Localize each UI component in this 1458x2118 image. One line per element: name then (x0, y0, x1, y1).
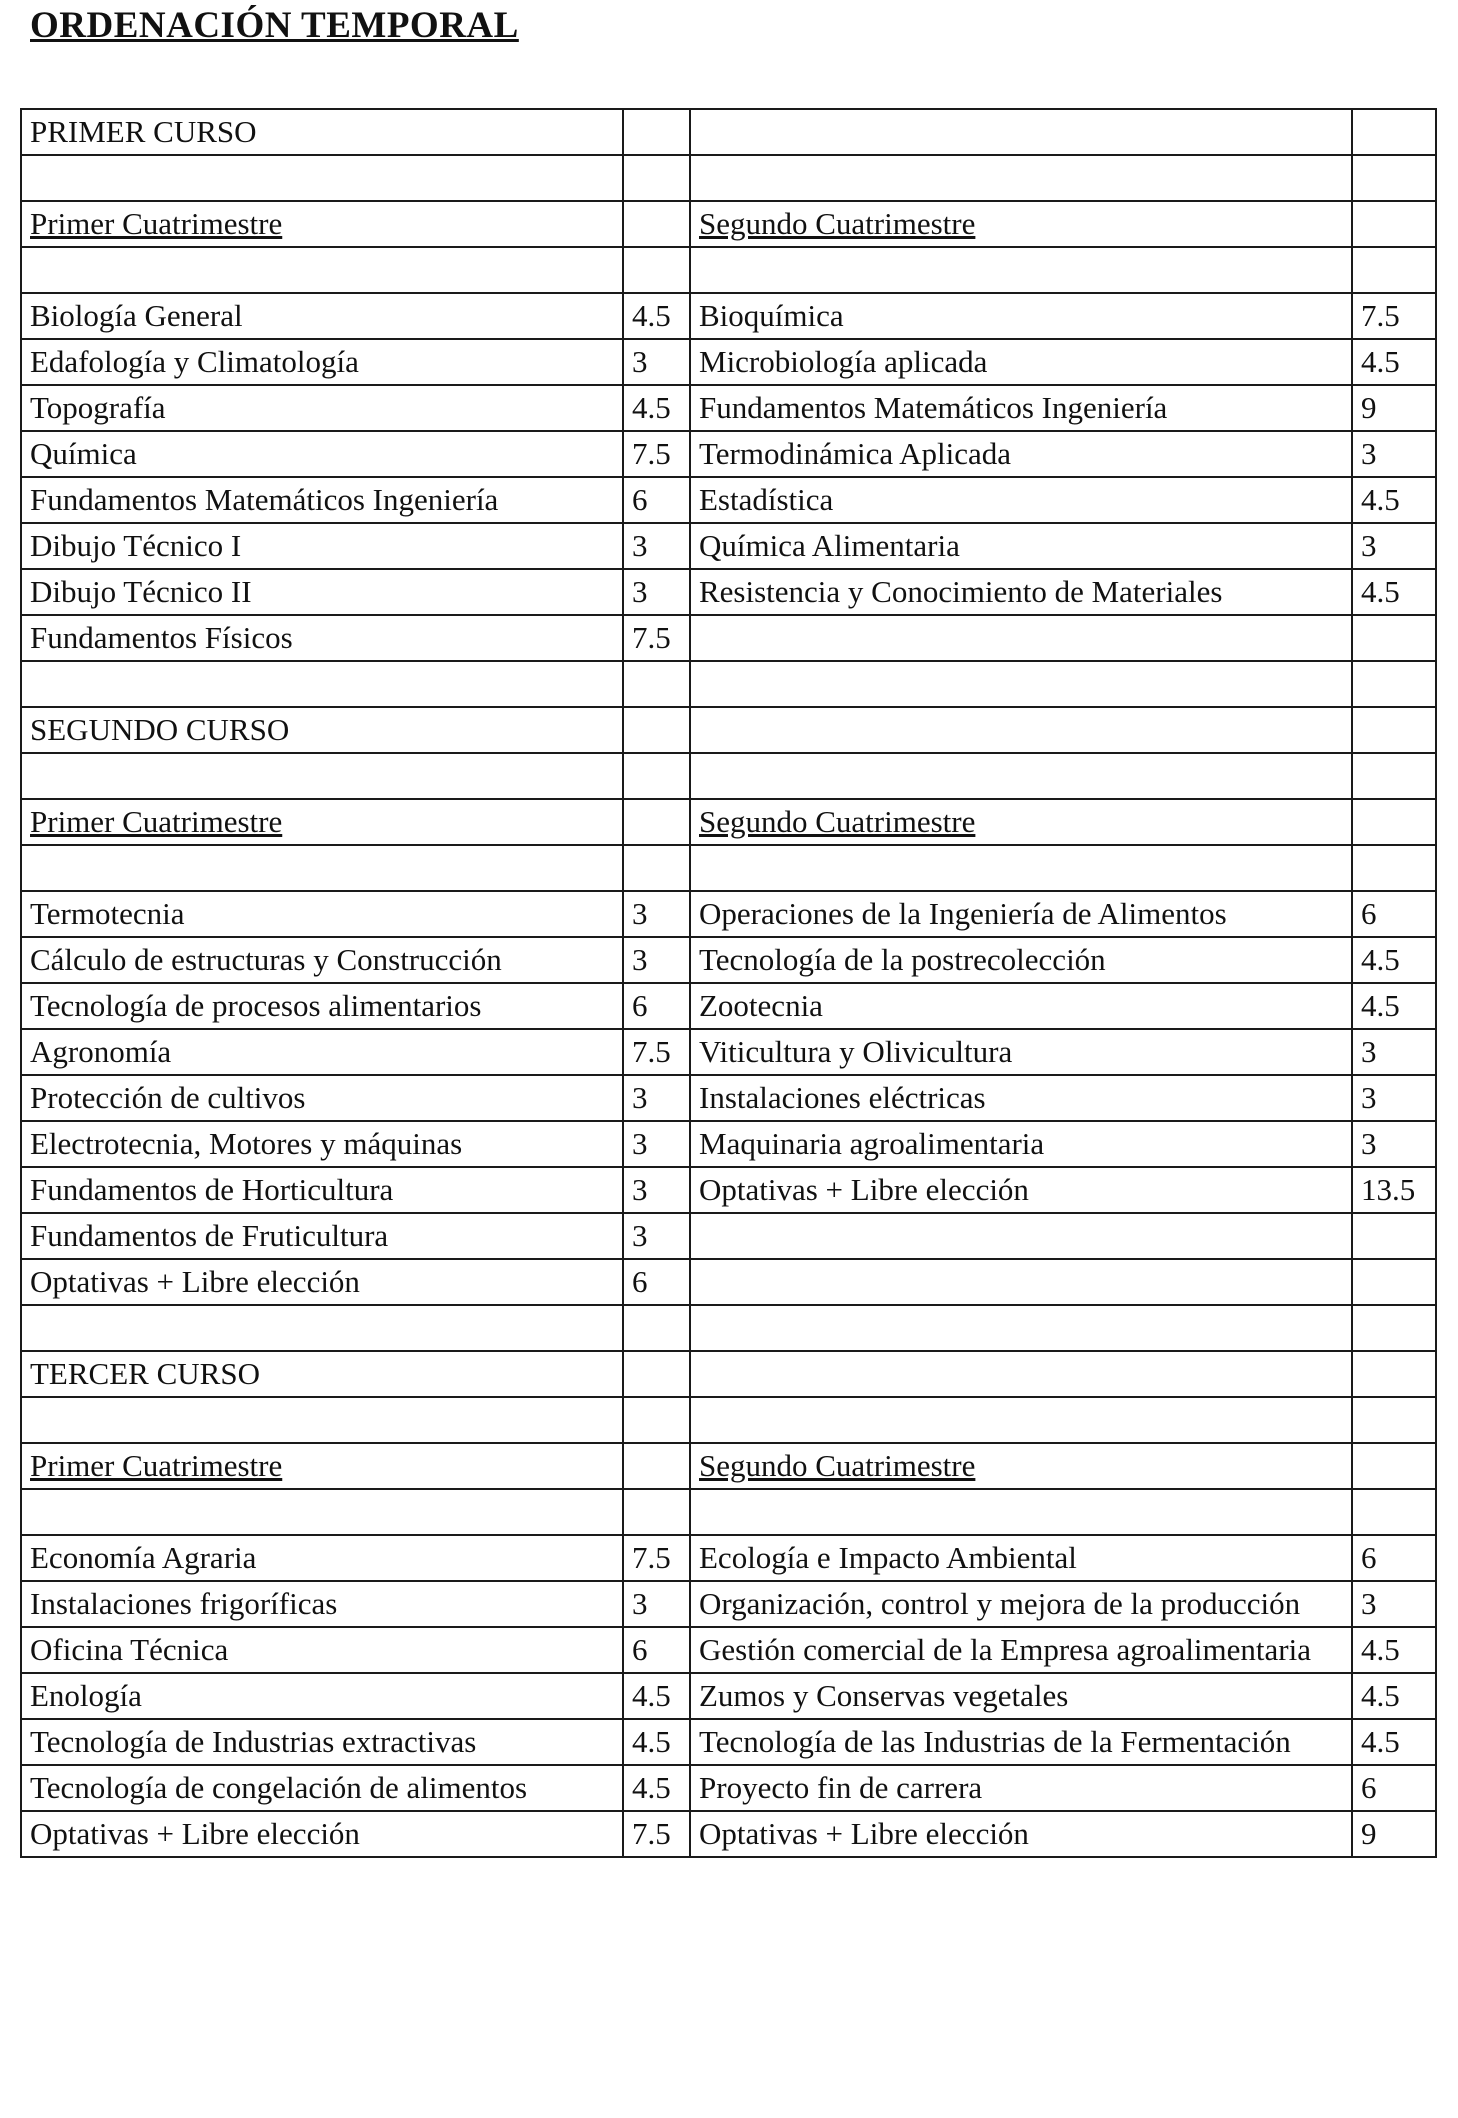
credits-second-semester-cell (1352, 1673, 1436, 1719)
credits-second-semester-cell (1352, 1259, 1436, 1305)
credits-second-semester-cell (1352, 891, 1436, 937)
subject-second-semester-cell (690, 201, 1352, 247)
credit-value: 3 (632, 1218, 648, 1253)
credits-second-semester-cell (1352, 1213, 1436, 1259)
semester-heading-row (21, 799, 1436, 845)
credits-second-semester-cell (1352, 109, 1436, 155)
credits-second-semester-cell (1352, 1443, 1436, 1489)
credits-second-semester-cell (1352, 339, 1436, 385)
credits-second-semester-cell (1352, 707, 1436, 753)
subject-name: Operaciones de la Ingeniería de Alimentos (699, 896, 1227, 931)
credit-value: 4.5 (632, 1678, 671, 1713)
semester-heading: Segundo Cuatrimestre (699, 804, 976, 839)
subject-second-semester-cell (690, 661, 1352, 707)
table-row (21, 1075, 1436, 1121)
credit-value: 3 (1361, 1126, 1377, 1161)
credits-first-semester-cell (623, 1213, 690, 1259)
credit-value: 4.5 (1361, 988, 1400, 1023)
credits-second-semester-cell (1352, 1075, 1436, 1121)
subject-second-semester-cell (690, 1213, 1352, 1259)
credits-first-semester-cell (623, 1029, 690, 1075)
credit-value: 6 (1361, 1540, 1377, 1575)
credits-second-semester-cell (1352, 1535, 1436, 1581)
semester-heading: Primer Cuatrimestre (30, 804, 283, 839)
credits-first-semester-cell (623, 845, 690, 891)
subject-first-semester-cell (21, 1535, 623, 1581)
subject-second-semester-cell (690, 983, 1352, 1029)
credit-value: 3 (1361, 1080, 1377, 1115)
credits-first-semester-cell (623, 1397, 690, 1443)
credits-first-semester-cell (623, 385, 690, 431)
subject-name: Termotecnia (30, 896, 185, 931)
course-year-row (21, 109, 1436, 155)
credits-second-semester-cell (1352, 1627, 1436, 1673)
credits-first-semester-cell (623, 753, 690, 799)
credit-value: 4.5 (1361, 574, 1400, 609)
subject-name: Tecnología de procesos alimentarios (30, 988, 482, 1023)
blank-row (21, 1397, 1436, 1443)
table-row (21, 477, 1436, 523)
semester-heading: Primer Cuatrimestre (30, 206, 283, 241)
subject-first-semester-cell (21, 707, 623, 753)
subject-second-semester-cell (690, 1397, 1352, 1443)
subject-second-semester-cell (690, 891, 1352, 937)
credits-first-semester-cell (623, 1121, 690, 1167)
credits-second-semester-cell (1352, 1489, 1436, 1535)
subject-second-semester-cell (690, 1719, 1352, 1765)
subject-first-semester-cell (21, 1719, 623, 1765)
credit-value: 4.5 (632, 298, 671, 333)
credits-second-semester-cell (1352, 1397, 1436, 1443)
subject-name: Tecnología de Industrias extractivas (30, 1724, 477, 1759)
credit-value: 7.5 (632, 620, 671, 655)
subject-name: Fundamentos Matemáticos Ingeniería (699, 390, 1168, 425)
credits-first-semester-cell (623, 707, 690, 753)
subject-name: Enología (30, 1678, 142, 1713)
table-row (21, 431, 1436, 477)
subject-name: Estadística (699, 482, 834, 517)
subject-first-semester-cell (21, 1029, 623, 1075)
credits-second-semester-cell (1352, 1765, 1436, 1811)
subject-first-semester-cell (21, 1673, 623, 1719)
subject-second-semester-cell (690, 1167, 1352, 1213)
credits-first-semester-cell (623, 523, 690, 569)
subject-first-semester-cell (21, 1121, 623, 1167)
table-row (21, 1029, 1436, 1075)
subject-name: Química (30, 436, 137, 471)
credits-first-semester-cell (623, 1719, 690, 1765)
subject-second-semester-cell (690, 1581, 1352, 1627)
subject-first-semester-cell (21, 615, 623, 661)
credit-value: 3 (632, 1172, 648, 1207)
credits-second-semester-cell (1352, 937, 1436, 983)
credits-first-semester-cell (623, 1627, 690, 1673)
credits-first-semester-cell (623, 1443, 690, 1489)
credit-value: 13.5 (1361, 1172, 1416, 1207)
table-row (21, 1811, 1436, 1857)
credits-first-semester-cell (623, 1489, 690, 1535)
subject-name: Zootecnia (699, 988, 823, 1023)
subject-name: Optativas + Libre elección (699, 1816, 1029, 1851)
table-row (21, 891, 1436, 937)
subject-first-semester-cell (21, 201, 623, 247)
subject-first-semester-cell (21, 845, 623, 891)
credit-value: 4.5 (632, 390, 671, 425)
page-title: ORDENACIÓN TEMPORAL (30, 5, 519, 46)
course-year-row (21, 707, 1436, 753)
credits-second-semester-cell (1352, 753, 1436, 799)
credits-second-semester-cell (1352, 1305, 1436, 1351)
credits-second-semester-cell (1352, 1719, 1436, 1765)
subject-name: Biología General (30, 298, 243, 333)
subject-second-semester-cell (690, 569, 1352, 615)
credit-value: 3 (632, 574, 648, 609)
credit-value: 3 (632, 344, 648, 379)
credits-first-semester-cell (623, 1075, 690, 1121)
credit-value: 7.5 (632, 1034, 671, 1069)
subject-first-semester-cell (21, 339, 623, 385)
credit-value: 6 (632, 482, 648, 517)
credits-first-semester-cell (623, 1581, 690, 1627)
subject-second-semester-cell (690, 1673, 1352, 1719)
subject-first-semester-cell (21, 1305, 623, 1351)
subject-name: Tecnología de congelación de alimentos (30, 1770, 528, 1805)
credits-first-semester-cell (623, 799, 690, 845)
subject-first-semester-cell (21, 1443, 623, 1489)
credits-second-semester-cell (1352, 845, 1436, 891)
subject-name: Economía Agraria (30, 1540, 257, 1575)
subject-name: Gestión comercial de la Empresa agroalimentaria (699, 1632, 1311, 1667)
subject-first-semester-cell (21, 569, 623, 615)
credit-value: 4.5 (1361, 1678, 1400, 1713)
credits-second-semester-cell (1352, 155, 1436, 201)
subject-first-semester-cell (21, 891, 623, 937)
course-year-row (21, 1351, 1436, 1397)
table-row (21, 1167, 1436, 1213)
credits-second-semester-cell (1352, 477, 1436, 523)
blank-row (21, 753, 1436, 799)
credit-value: 4.5 (1361, 942, 1400, 977)
credits-second-semester-cell (1352, 1811, 1436, 1857)
credit-value: 4.5 (1361, 344, 1400, 379)
subject-name: Fundamentos Matemáticos Ingeniería (30, 482, 499, 517)
table-row (21, 1719, 1436, 1765)
credits-first-semester-cell (623, 615, 690, 661)
credit-value: 6 (632, 988, 648, 1023)
blank-row (21, 1305, 1436, 1351)
credit-value: 6 (1361, 1770, 1377, 1805)
subject-second-semester-cell (690, 1305, 1352, 1351)
subject-second-semester-cell (690, 615, 1352, 661)
subject-second-semester-cell (690, 707, 1352, 753)
subject-name: Optativas + Libre elección (30, 1264, 360, 1299)
credits-first-semester-cell (623, 293, 690, 339)
subject-name: Ecología e Impacto Ambiental (699, 1540, 1077, 1575)
subject-name: Instalaciones eléctricas (699, 1080, 986, 1115)
subject-name: Bioquímica (699, 298, 844, 333)
table-row (21, 1673, 1436, 1719)
subject-second-semester-cell (690, 753, 1352, 799)
blank-row (21, 661, 1436, 707)
subject-second-semester-cell (690, 799, 1352, 845)
subject-name: Organización, control y mejora de la producción (699, 1586, 1301, 1621)
course-year-heading: PRIMER CURSO (30, 114, 257, 149)
credit-value: 7.5 (1361, 298, 1400, 333)
course-year-heading: SEGUNDO CURSO (30, 712, 290, 747)
credits-first-semester-cell (623, 569, 690, 615)
credit-value: 3 (632, 896, 648, 931)
credits-second-semester-cell (1352, 661, 1436, 707)
subject-second-semester-cell (690, 845, 1352, 891)
table-row (21, 615, 1436, 661)
semester-heading: Primer Cuatrimestre (30, 1448, 283, 1483)
subject-first-semester-cell (21, 753, 623, 799)
semester-heading: Segundo Cuatrimestre (699, 1448, 976, 1483)
credits-first-semester-cell (623, 431, 690, 477)
credits-second-semester-cell (1352, 385, 1436, 431)
subject-second-semester-cell (690, 1351, 1352, 1397)
credits-first-semester-cell (623, 661, 690, 707)
subject-second-semester-cell (690, 1535, 1352, 1581)
credits-first-semester-cell (623, 1167, 690, 1213)
subject-second-semester-cell (690, 1121, 1352, 1167)
subject-first-semester-cell (21, 247, 623, 293)
credits-first-semester-cell (623, 109, 690, 155)
subject-first-semester-cell (21, 1213, 623, 1259)
subject-first-semester-cell (21, 385, 623, 431)
subject-second-semester-cell (690, 1443, 1352, 1489)
credit-value: 4.5 (1361, 482, 1400, 517)
credit-value: 9 (1361, 1816, 1377, 1851)
subject-first-semester-cell (21, 1581, 623, 1627)
credits-second-semester-cell (1352, 1121, 1436, 1167)
credit-value: 3 (632, 1586, 648, 1621)
semester-heading-row (21, 1443, 1436, 1489)
blank-row (21, 247, 1436, 293)
credit-value: 4.5 (1361, 1724, 1400, 1759)
subject-name: Fundamentos de Fruticultura (30, 1218, 389, 1253)
subject-name: Electrotecnia, Motores y máquinas (30, 1126, 463, 1161)
subject-name: Protección de cultivos (30, 1080, 306, 1115)
table-row (21, 293, 1436, 339)
credits-first-semester-cell (623, 1535, 690, 1581)
subject-second-semester-cell (690, 109, 1352, 155)
credits-first-semester-cell (623, 247, 690, 293)
subject-name: Termodinámica Aplicada (699, 436, 1012, 471)
subject-second-semester-cell (690, 1811, 1352, 1857)
subject-name: Cálculo de estructuras y Construcción (30, 942, 502, 977)
subject-first-semester-cell (21, 523, 623, 569)
subject-first-semester-cell (21, 1167, 623, 1213)
subject-name: Resistencia y Conocimiento de Materiales (699, 574, 1223, 609)
table-row (21, 339, 1436, 385)
table-row (21, 1259, 1436, 1305)
table-row (21, 983, 1436, 1029)
credits-first-semester-cell (623, 891, 690, 937)
credits-first-semester-cell (623, 477, 690, 523)
subject-second-semester-cell (690, 1765, 1352, 1811)
subject-name: Microbiología aplicada (699, 344, 988, 379)
subject-first-semester-cell (21, 431, 623, 477)
course-schedule-body (21, 109, 1436, 1857)
credits-second-semester-cell (1352, 983, 1436, 1029)
subject-name: Zumos y Conservas vegetales (699, 1678, 1069, 1713)
credits-first-semester-cell (623, 1811, 690, 1857)
credit-value: 9 (1361, 390, 1377, 425)
subject-name: Fundamentos Físicos (30, 620, 293, 655)
subject-first-semester-cell (21, 155, 623, 201)
credit-value: 4.5 (1361, 1632, 1400, 1667)
credits-first-semester-cell (623, 1259, 690, 1305)
subject-first-semester-cell (21, 983, 623, 1029)
credit-value: 6 (1361, 896, 1377, 931)
blank-row (21, 1489, 1436, 1535)
credit-value: 3 (1361, 436, 1377, 471)
subject-first-semester-cell (21, 293, 623, 339)
credits-second-semester-cell (1352, 247, 1436, 293)
credits-second-semester-cell (1352, 431, 1436, 477)
subject-first-semester-cell (21, 1351, 623, 1397)
subject-name: Edafología y Climatología (30, 344, 359, 379)
subject-first-semester-cell (21, 661, 623, 707)
credits-second-semester-cell (1352, 1029, 1436, 1075)
credits-second-semester-cell (1352, 1167, 1436, 1213)
credit-value: 7.5 (632, 1540, 671, 1575)
credits-second-semester-cell (1352, 615, 1436, 661)
subject-name: Tecnología de la postrecolección (699, 942, 1106, 977)
subject-name: Dibujo Técnico I (30, 528, 242, 563)
subject-second-semester-cell (690, 937, 1352, 983)
table-row (21, 1121, 1436, 1167)
credit-value: 3 (632, 942, 648, 977)
subject-name: Oficina Técnica (30, 1632, 229, 1667)
credits-first-semester-cell (623, 339, 690, 385)
table-row (21, 1765, 1436, 1811)
subject-name: Dibujo Técnico II (30, 574, 252, 609)
course-year-heading: TERCER CURSO (30, 1356, 260, 1391)
credits-first-semester-cell (623, 1673, 690, 1719)
credits-second-semester-cell (1352, 523, 1436, 569)
credits-second-semester-cell (1352, 1351, 1436, 1397)
semester-heading-row (21, 201, 1436, 247)
table-row (21, 569, 1436, 615)
credits-first-semester-cell (623, 1305, 690, 1351)
credits-second-semester-cell (1352, 1581, 1436, 1627)
subject-second-semester-cell (690, 1627, 1352, 1673)
credit-value: 3 (1361, 1034, 1377, 1069)
credit-value: 7.5 (632, 1816, 671, 1851)
subject-name: Fundamentos de Horticultura (30, 1172, 394, 1207)
subject-name: Química Alimentaria (699, 528, 960, 563)
subject-first-semester-cell (21, 1489, 623, 1535)
subject-name: Instalaciones frigoríficas (30, 1586, 338, 1621)
subject-second-semester-cell (690, 385, 1352, 431)
subject-name: Proyecto fin de carrera (699, 1770, 983, 1805)
table-row (21, 1581, 1436, 1627)
subject-second-semester-cell (690, 155, 1352, 201)
subject-second-semester-cell (690, 247, 1352, 293)
subject-second-semester-cell (690, 1259, 1352, 1305)
subject-first-semester-cell (21, 1627, 623, 1673)
subject-second-semester-cell (690, 523, 1352, 569)
table-row (21, 523, 1436, 569)
credits-first-semester-cell (623, 201, 690, 247)
semester-heading: Segundo Cuatrimestre (699, 206, 976, 241)
credit-value: 3 (632, 528, 648, 563)
subject-second-semester-cell (690, 293, 1352, 339)
course-schedule-table (20, 108, 1437, 1858)
blank-row (21, 845, 1436, 891)
subject-second-semester-cell (690, 431, 1352, 477)
credits-second-semester-cell (1352, 293, 1436, 339)
subject-first-semester-cell (21, 1075, 623, 1121)
subject-name: Viticultura y Olivicultura (699, 1034, 1013, 1069)
table-row (21, 1213, 1436, 1259)
credit-value: 3 (632, 1126, 648, 1161)
subject-name: Maquinaria agroalimentaria (699, 1126, 1045, 1161)
subject-second-semester-cell (690, 1029, 1352, 1075)
table-row (21, 385, 1436, 431)
subject-second-semester-cell (690, 1489, 1352, 1535)
credits-first-semester-cell (623, 155, 690, 201)
subject-second-semester-cell (690, 339, 1352, 385)
table-row (21, 937, 1436, 983)
credits-first-semester-cell (623, 1765, 690, 1811)
credit-value: 3 (632, 1080, 648, 1115)
subject-second-semester-cell (690, 477, 1352, 523)
subject-name: Optativas + Libre elección (30, 1816, 360, 1851)
credit-value: 4.5 (632, 1724, 671, 1759)
credits-second-semester-cell (1352, 569, 1436, 615)
subject-first-semester-cell (21, 1765, 623, 1811)
subject-name: Agronomía (30, 1034, 172, 1069)
credits-first-semester-cell (623, 937, 690, 983)
table-row (21, 1627, 1436, 1673)
credit-value: 6 (632, 1264, 648, 1299)
blank-row (21, 155, 1436, 201)
credits-first-semester-cell (623, 983, 690, 1029)
subject-name: Topografía (30, 390, 166, 425)
subject-first-semester-cell (21, 937, 623, 983)
credit-value: 3 (1361, 1586, 1377, 1621)
credit-value: 7.5 (632, 436, 671, 471)
credits-first-semester-cell (623, 1351, 690, 1397)
subject-first-semester-cell (21, 1259, 623, 1305)
credits-second-semester-cell (1352, 201, 1436, 247)
credits-second-semester-cell (1352, 799, 1436, 845)
table-row (21, 1535, 1436, 1581)
subject-name: Optativas + Libre elección (699, 1172, 1029, 1207)
credit-value: 4.5 (632, 1770, 671, 1805)
subject-second-semester-cell (690, 1075, 1352, 1121)
subject-name: Tecnología de las Industrias de la Fermentación (699, 1724, 1291, 1759)
subject-first-semester-cell (21, 1811, 623, 1857)
subject-first-semester-cell (21, 477, 623, 523)
credit-value: 6 (632, 1632, 648, 1667)
subject-first-semester-cell (21, 799, 623, 845)
subject-first-semester-cell (21, 109, 623, 155)
credit-value: 3 (1361, 528, 1377, 563)
subject-first-semester-cell (21, 1397, 623, 1443)
